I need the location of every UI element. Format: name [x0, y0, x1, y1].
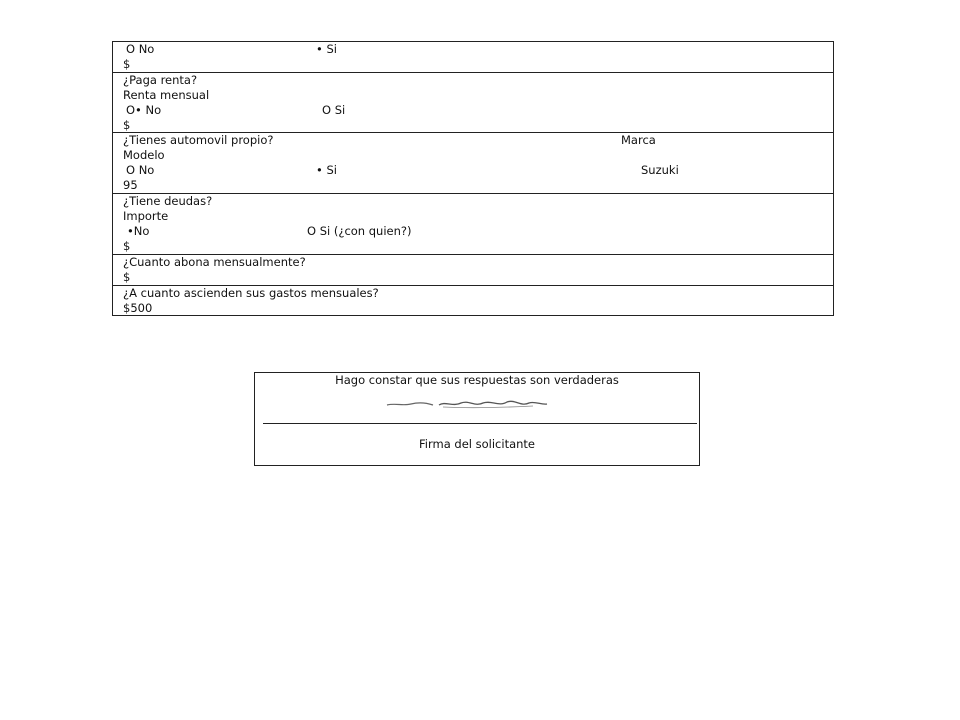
rent-question: ¿Paga renta?: [123, 73, 198, 87]
certification-box: [254, 372, 700, 466]
ownership-row: [113, 42, 833, 73]
questionnaire-table: [112, 41, 834, 316]
option-no[interactable]: •No: [127, 224, 150, 238]
amount-value: $: [123, 57, 131, 71]
option-no[interactable]: O No: [126, 163, 155, 177]
option-si[interactable]: • Si: [316, 163, 337, 177]
monthly-expenses-question: ¿A cuanto ascienden sus gastos mensuales?: [123, 286, 379, 300]
monthly-payment-row: [113, 255, 833, 286]
amount-label: Importe: [123, 209, 169, 223]
signature-line: [263, 423, 697, 424]
monthly-expenses-row: [113, 286, 833, 315]
debts-row: [113, 194, 833, 255]
monthly-rent-label: Renta mensual: [123, 88, 210, 102]
option-si[interactable]: O Si: [322, 103, 346, 117]
monthly-payment-question: ¿Cuanto abona mensualmente?: [123, 255, 306, 269]
debts-question: ¿Tiene deudas?: [123, 194, 213, 208]
model-value: 95: [123, 178, 138, 192]
option-si[interactable]: O Si (¿con quien?): [307, 224, 412, 238]
handwritten-signature: [383, 395, 553, 413]
model-label: Modelo: [123, 148, 165, 162]
amount-value: $: [123, 239, 131, 253]
certification-statement: Hago constar que sus respuestas son verdaderas: [335, 373, 619, 387]
car-row: [113, 133, 833, 194]
option-no[interactable]: O No: [126, 42, 155, 56]
car-question: ¿Tienes automovil propio?: [123, 133, 274, 147]
brand-value: Suzuki: [641, 163, 679, 177]
rent-row: [113, 73, 833, 133]
option-si[interactable]: • Si: [316, 42, 337, 56]
expenses-value: $500: [123, 301, 153, 315]
amount-value: $: [123, 118, 131, 132]
brand-label: Marca: [621, 133, 656, 147]
amount-value: $: [123, 270, 131, 284]
option-no[interactable]: O• No: [126, 103, 162, 117]
signature-label: Firma del solicitante: [419, 437, 535, 451]
